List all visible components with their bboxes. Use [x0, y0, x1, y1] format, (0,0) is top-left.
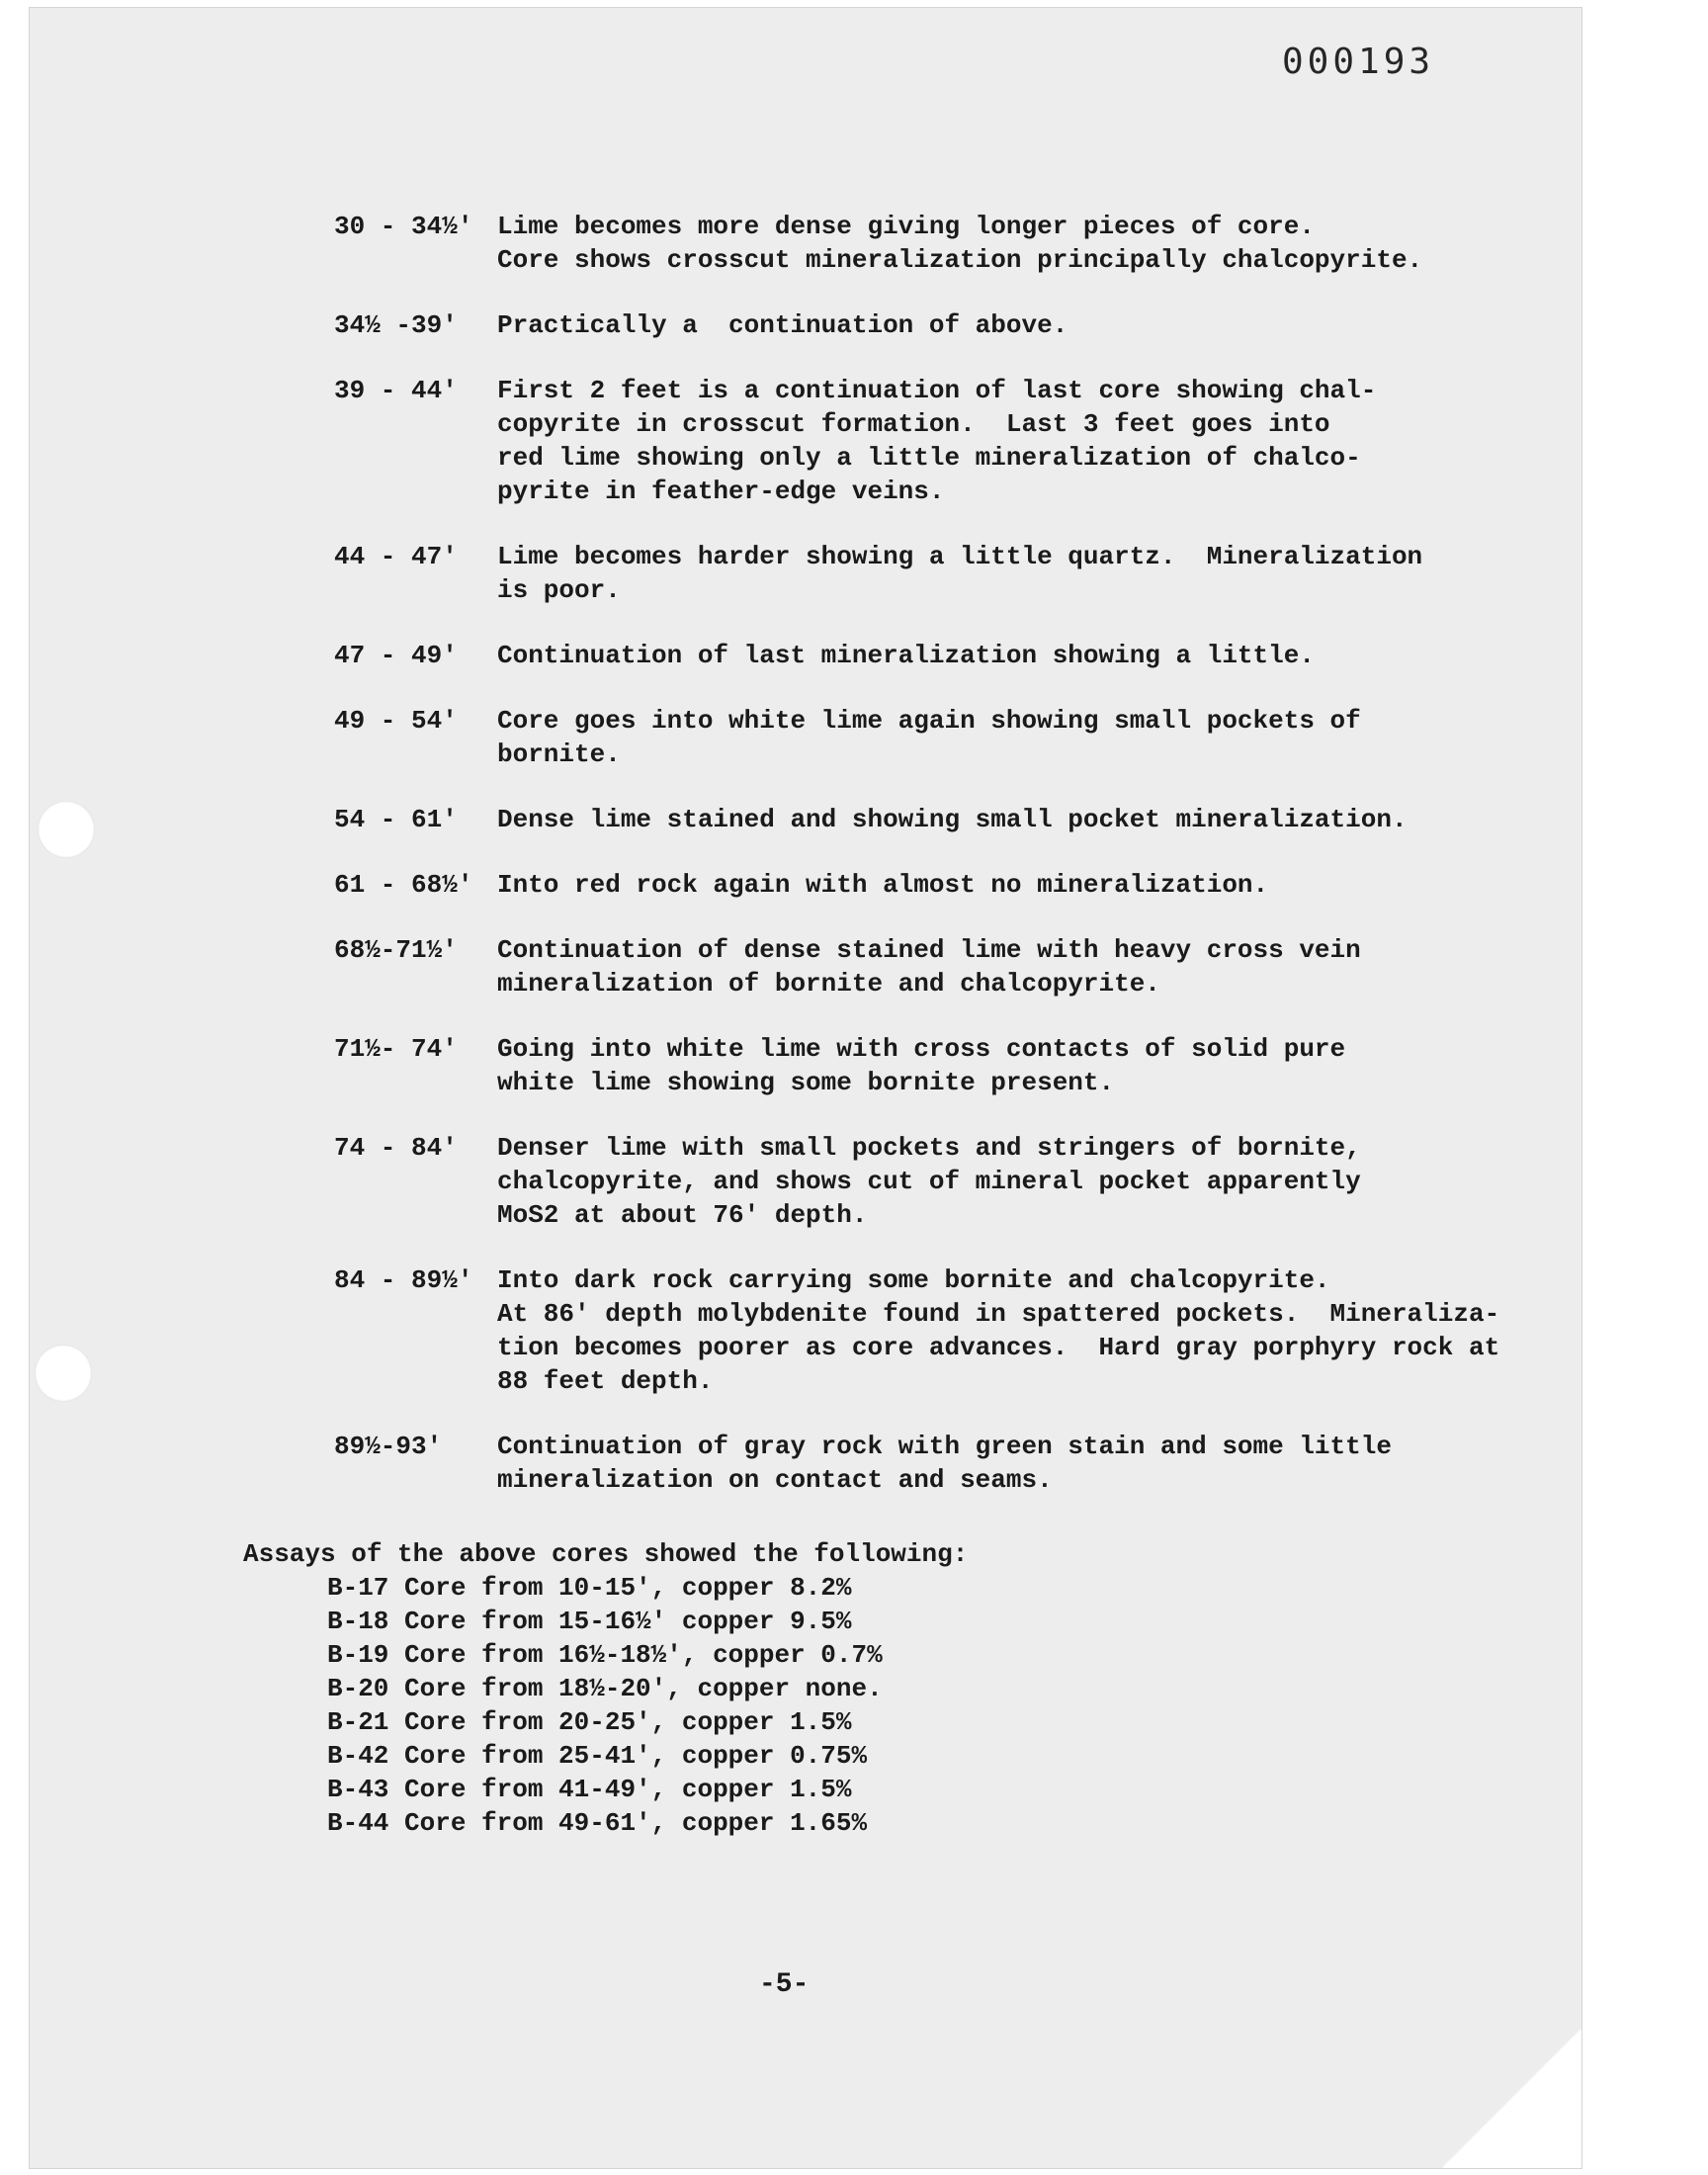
- description-line: Core goes into white lime again showing small pockets of: [497, 706, 1361, 736]
- log-entry: [334, 803, 1570, 836]
- description-line: mineralization of bornite and chalcopyrite.: [497, 969, 1160, 999]
- punch-hole-upper: [38, 801, 95, 858]
- log-description: [497, 1131, 1570, 1232]
- depth-interval: 30 - 34½': [334, 212, 473, 241]
- log-description: [497, 639, 1570, 672]
- depth-interval: 89½-93': [334, 1432, 443, 1461]
- depth-interval: 84 - 89½': [334, 1265, 473, 1295]
- description-line: pyrite in feather-edge veins.: [497, 477, 945, 506]
- page-number: -5-: [759, 1969, 810, 2000]
- assay-heading: Assays of the above cores showed the following:: [243, 1539, 969, 1569]
- log-entry: [334, 1263, 1570, 1398]
- assay-item: B-18 Core from 15-16½' copper 9.5%: [327, 1607, 852, 1636]
- description-line: Continuation of last mineralization showing a little.: [497, 641, 1315, 670]
- log-description: [497, 704, 1570, 771]
- assay-item: B-44 Core from 49-61', copper 1.65%: [327, 1808, 868, 1838]
- description-line: Going into white lime with cross contacts of solid pure: [497, 1034, 1346, 1064]
- folded-corner: [1443, 2030, 1581, 2168]
- punch-hole-lower: [35, 1345, 92, 1402]
- description-line: red lime showing only a little mineralization of chalco-: [497, 443, 1361, 473]
- description-line: Practically a continuation of above.: [497, 310, 1068, 340]
- log-entry: [334, 308, 1570, 342]
- assay-item: B-17 Core from 10-15', copper 8.2%: [327, 1573, 852, 1603]
- log-description: [497, 1263, 1570, 1398]
- depth-interval: 49 - 54': [334, 706, 458, 736]
- description-line: chalcopyrite, and shows cut of mineral pocket apparently: [497, 1167, 1361, 1196]
- description-line: mineralization on contact and seams.: [497, 1465, 1053, 1495]
- log-description: [497, 868, 1570, 902]
- log-description: [497, 803, 1570, 836]
- description-line: Lime becomes harder showing a little quartz. Mineralization: [497, 542, 1423, 571]
- log-description: [497, 1032, 1570, 1099]
- assay-item: B-20 Core from 18½-20', copper none.: [327, 1674, 883, 1703]
- description-line: At 86' depth molybdenite found in spattered pockets. Mineraliza-: [497, 1299, 1500, 1329]
- depth-interval: 61 - 68½': [334, 870, 473, 900]
- depth-interval: 39 - 44': [334, 376, 458, 405]
- description-line: Into red rock again with almost no mineralization.: [497, 870, 1269, 900]
- assay-item: B-43 Core from 41-49', copper 1.5%: [327, 1775, 852, 1804]
- depth-interval: 44 - 47': [334, 542, 458, 571]
- assay-item: B-19 Core from 16½-18½', copper 0.7%: [327, 1640, 883, 1670]
- description-line: 88 feet depth.: [497, 1366, 714, 1396]
- log-entry: [334, 933, 1570, 1000]
- log-entry: [334, 868, 1570, 902]
- core-log: [334, 210, 1570, 1528]
- description-line: copyrite in crosscut formation. Last 3 feet goes into: [497, 409, 1330, 439]
- description-line: is poor.: [497, 575, 621, 605]
- description-line: Denser lime with small pockets and stringers of bornite,: [497, 1133, 1361, 1163]
- assay-item: B-21 Core from 20-25', copper 1.5%: [327, 1707, 852, 1737]
- depth-interval: 54 - 61': [334, 805, 458, 834]
- assay-item: B-42 Core from 25-41', copper 0.75%: [327, 1741, 868, 1771]
- log-entry: [334, 639, 1570, 672]
- depth-interval: 34½ -39': [334, 310, 458, 340]
- assay-section: [243, 1537, 968, 1840]
- log-entry: [334, 1032, 1570, 1099]
- log-entry: [334, 704, 1570, 771]
- log-entry: [334, 1430, 1570, 1497]
- log-entry: [334, 1131, 1570, 1232]
- description-line: bornite.: [497, 740, 621, 769]
- depth-interval: 47 - 49': [334, 641, 458, 670]
- description-line: Continuation of gray rock with green stain and some little: [497, 1432, 1392, 1461]
- log-description: [497, 540, 1570, 607]
- bates-number: 000193: [1282, 42, 1435, 82]
- description-line: Dense lime stained and showing small pocket mineralization.: [497, 805, 1408, 834]
- description-line: Core shows crosscut mineralization principally chalcopyrite.: [497, 245, 1423, 275]
- description-line: First 2 feet is a continuation of last core showing chal-: [497, 376, 1377, 405]
- description-line: MoS2 at about 76' depth.: [497, 1200, 868, 1230]
- description-line: Lime becomes more dense giving longer pieces of core.: [497, 212, 1315, 241]
- log-entry: [334, 374, 1570, 508]
- log-entry: [334, 210, 1570, 277]
- log-description: [497, 210, 1570, 277]
- description-line: tion becomes poorer as core advances. Hard gray porphyry rock at: [497, 1333, 1500, 1362]
- log-description: [497, 1430, 1570, 1497]
- description-line: Into dark rock carrying some bornite and chalcopyrite.: [497, 1265, 1330, 1295]
- log-entry: [334, 540, 1570, 607]
- depth-interval: 74 - 84': [334, 1133, 458, 1163]
- depth-interval: 68½-71½': [334, 935, 458, 965]
- log-description: [497, 933, 1570, 1000]
- log-description: [497, 374, 1570, 508]
- description-line: white lime showing some bornite present.: [497, 1068, 1115, 1097]
- assay-list: [327, 1571, 968, 1840]
- log-description: [497, 308, 1570, 342]
- depth-interval: 71½- 74': [334, 1034, 458, 1064]
- description-line: Continuation of dense stained lime with heavy cross vein: [497, 935, 1361, 965]
